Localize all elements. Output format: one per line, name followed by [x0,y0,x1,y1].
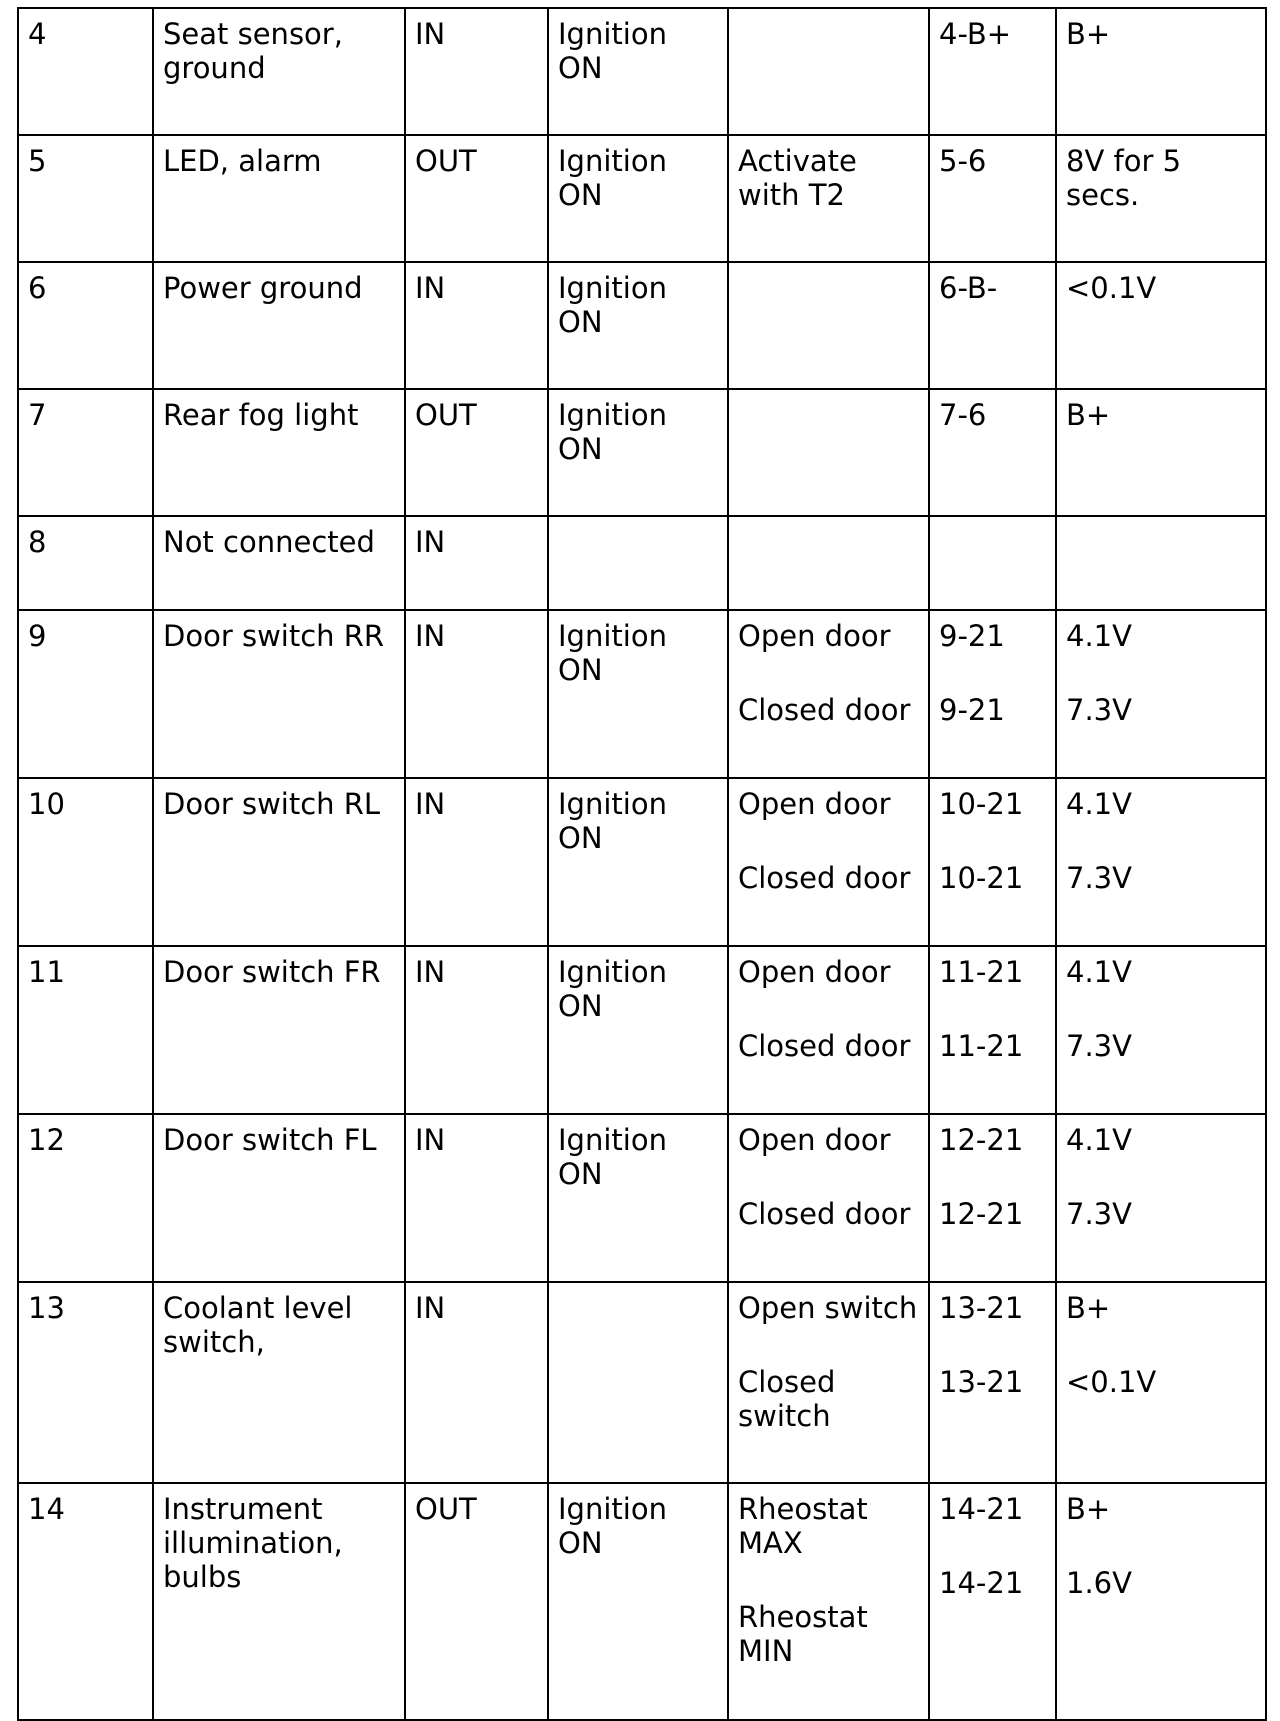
expected-value [1056,8,1266,135]
value-line: <0.1V [1066,271,1157,305]
condition-line: Closed door [738,1197,911,1231]
test-condition [728,778,929,946]
expected-value [1056,610,1266,778]
precondition: Ignition ON [548,135,728,262]
measure-line: 12-21 [939,1197,1024,1231]
signal-direction: IN [405,1114,548,1282]
signal-direction: IN [405,778,548,946]
signal-direction: OUT [405,1483,548,1720]
measure-line: 12-21 [939,1123,1024,1157]
pin-description: Seat sensor, ground [153,8,405,135]
signal-direction: OUT [405,389,548,516]
measure-line: 10-21 [939,787,1024,821]
test-condition [728,8,929,135]
pin-description: Door switch FR [153,946,405,1114]
expected-value [1056,946,1266,1114]
expected-value [1056,1282,1266,1483]
value-line: 4.1V [1066,1123,1132,1157]
test-condition [728,610,929,778]
signal-direction: IN [405,946,548,1114]
signal-direction: IN [405,516,548,610]
test-condition [728,516,929,610]
table-row [18,946,1266,1114]
condition-line: Open door [738,619,891,653]
condition-line: Open door [738,955,891,989]
precondition [548,1282,728,1483]
pin-number: 10 [18,778,153,946]
condition-line: Open door [738,787,891,821]
measure-points [929,946,1056,1114]
table-row [18,262,1266,389]
table-row [18,1114,1266,1282]
measure-points [929,8,1056,135]
condition-line: Closed door [738,1029,911,1063]
expected-value [1056,262,1266,389]
precondition [548,516,728,610]
value-line: 4.1V [1066,787,1132,821]
pin-number: 4 [18,8,153,135]
measure-line: 4-B+ [939,17,1012,51]
signal-direction: IN [405,1282,548,1483]
pin-number: 11 [18,946,153,1114]
test-condition [728,389,929,516]
measure-points [929,1114,1056,1282]
pin-description: Instrument illumination, bulbs [153,1483,405,1720]
signal-direction: IN [405,610,548,778]
condition-line: Open door [738,1123,891,1157]
precondition: Ignition ON [548,610,728,778]
measure-line: 10-21 [939,861,1024,895]
value-line: 7.3V [1066,693,1132,727]
condition-line: Rheostat MAX [738,1492,868,1560]
value-line: B+ [1066,17,1111,51]
value-line: 8V for 5 secs. [1066,144,1182,212]
test-condition [728,262,929,389]
pin-number: 12 [18,1114,153,1282]
measure-line: 13-21 [939,1291,1024,1325]
expected-value [1056,516,1266,610]
document-page [17,7,1265,1721]
measure-line: 9-21 [939,619,1005,653]
condition-line: Open switch [738,1291,918,1325]
condition-line: Closed door [738,861,911,895]
precondition: Ignition ON [548,1483,728,1720]
measure-line: 5-6 [939,144,987,178]
pin-number: 8 [18,516,153,610]
measure-line: 14-21 [939,1566,1024,1600]
expected-value [1056,135,1266,262]
value-line: 1.6V [1066,1566,1132,1600]
precondition: Ignition ON [548,8,728,135]
measure-points [929,135,1056,262]
pin-description: LED, alarm [153,135,405,262]
pin-description: Coolant level switch, [153,1282,405,1483]
pin-description: Power ground [153,262,405,389]
value-line: <0.1V [1066,1365,1157,1399]
pin-number: 14 [18,1483,153,1720]
pin-number: 9 [18,610,153,778]
pin-description: Rear fog light [153,389,405,516]
precondition: Ignition ON [548,946,728,1114]
expected-value [1056,1483,1266,1720]
pin-number: 7 [18,389,153,516]
test-condition [728,1282,929,1483]
measure-line: 14-21 [939,1492,1024,1526]
table-row [18,778,1266,946]
pin-description: Door switch FL [153,1114,405,1282]
pin-description: Door switch RL [153,778,405,946]
table-row [18,8,1266,135]
measure-points [929,389,1056,516]
value-line: B+ [1066,398,1111,432]
measure-line: 6-B- [939,271,998,305]
measure-line: 11-21 [939,955,1024,989]
test-condition [728,946,929,1114]
measure-points [929,516,1056,610]
precondition: Ignition ON [548,389,728,516]
measure-line: 13-21 [939,1365,1024,1399]
pin-table [17,7,1267,1721]
expected-value [1056,1114,1266,1282]
measure-points [929,1282,1056,1483]
test-condition [728,1483,929,1720]
value-line: 4.1V [1066,955,1132,989]
pin-number: 6 [18,262,153,389]
value-line: B+ [1066,1291,1111,1325]
pin-number: 13 [18,1282,153,1483]
expected-value [1056,389,1266,516]
table-row [18,1483,1266,1720]
table-row [18,516,1266,610]
value-line: 4.1V [1066,619,1132,653]
condition-line: Activate with T2 [738,144,857,212]
precondition: Ignition ON [548,262,728,389]
value-line: B+ [1066,1492,1111,1526]
test-condition [728,135,929,262]
value-line: 7.3V [1066,1029,1132,1063]
pin-description: Door switch RR [153,610,405,778]
pin-description: Not connected [153,516,405,610]
precondition: Ignition ON [548,778,728,946]
signal-direction: IN [405,262,548,389]
signal-direction: IN [405,8,548,135]
table-row [18,135,1266,262]
value-line: 7.3V [1066,861,1132,895]
signal-direction: OUT [405,135,548,262]
measure-points [929,610,1056,778]
condition-line: Closed switch [738,1365,836,1433]
table-row [18,610,1266,778]
measure-line: 9-21 [939,693,1005,727]
table-row [18,389,1266,516]
measure-points [929,778,1056,946]
pin-number: 5 [18,135,153,262]
expected-value [1056,778,1266,946]
measure-line: 7-6 [939,398,987,432]
value-line: 7.3V [1066,1197,1132,1231]
measure-line: 11-21 [939,1029,1024,1063]
precondition: Ignition ON [548,1114,728,1282]
measure-points [929,262,1056,389]
condition-line: Rheostat MIN [738,1600,868,1668]
condition-line: Closed door [738,693,911,727]
test-condition [728,1114,929,1282]
measure-points [929,1483,1056,1720]
table-row [18,1282,1266,1483]
